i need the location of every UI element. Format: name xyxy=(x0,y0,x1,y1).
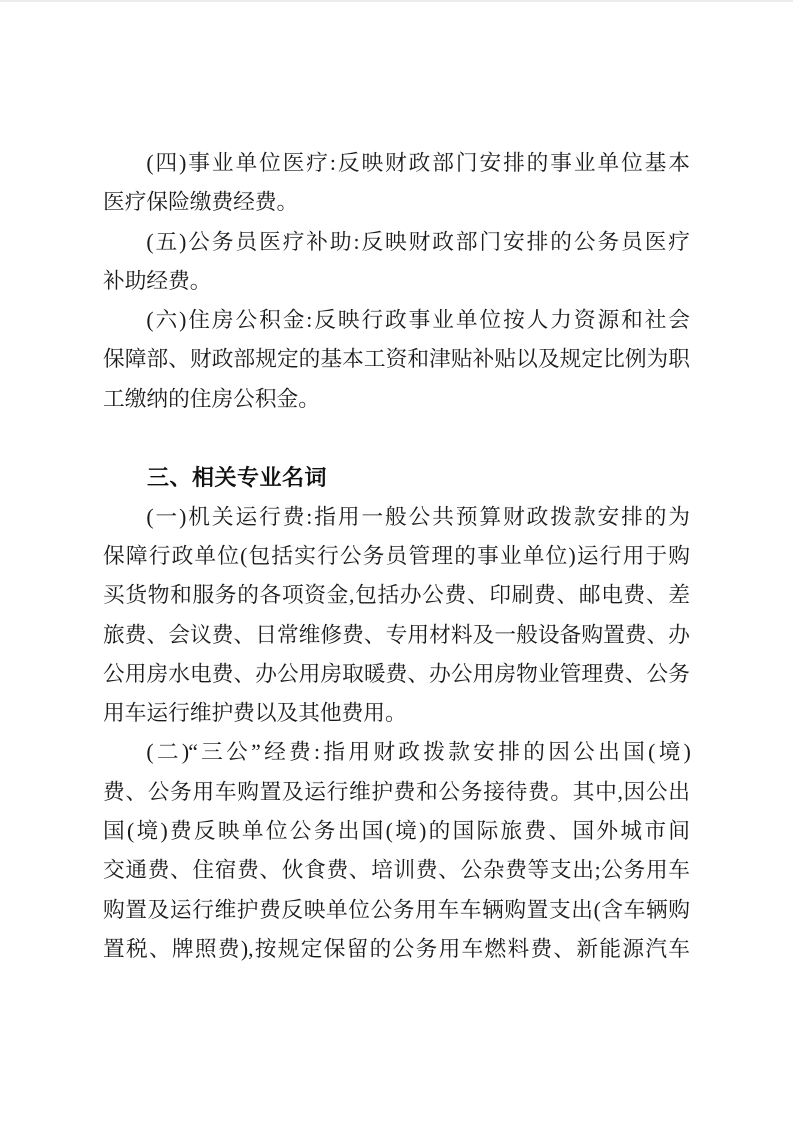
paragraph-term-one xyxy=(103,498,690,734)
text-line: 置税、牌照费),按规定保留的公务用车燃料费、新能源汽车 xyxy=(103,936,690,961)
paragraph-item-five xyxy=(103,223,690,302)
text-line: 补助经费。 xyxy=(103,268,212,293)
text-line: 工缴纳的住房公积金。 xyxy=(103,386,320,411)
text-line: (二)“三公”经费:指用财政拨款安排的因公出国(境) xyxy=(146,740,690,765)
text-line: (六)住房公积金:反映行政事业单位按人力资源和社会 xyxy=(146,308,690,333)
paragraph-item-four xyxy=(103,144,690,223)
text-line: 公用房水电费、办公用房取暖费、办公用房物业管理费、公务 xyxy=(103,661,690,686)
text-line: 国(境)费反映单位公务出国(境)的国际旅费、国外城市间 xyxy=(103,819,690,844)
text-line: 购置及运行维护费反映单位公务用车车辆购置支出(含车辆购 xyxy=(103,897,690,922)
page-top-edge xyxy=(0,0,793,2)
text-line: 保障部、财政部规定的基本工资和津贴补贴以及规定比例为职 xyxy=(103,347,690,372)
text-line: 交通费、住宿费、伙食费、培训费、公杂费等支出;公务用车 xyxy=(103,858,690,883)
text-line: 买货物和服务的各项资金,包括办公费、印刷费、邮电费、差 xyxy=(103,583,690,608)
text-line: 医疗保险缴费经费。 xyxy=(103,190,299,215)
text-line: 用车运行维护费以及其他费用。 xyxy=(103,701,407,726)
paragraph-term-two xyxy=(103,733,690,969)
blank-line-spacer xyxy=(103,419,690,458)
text-line: (四)事业单位医疗:反映财政部门安排的事业单位基本 xyxy=(146,151,690,175)
text-line: 费、公务用车购置及运行维护费和公务接待费。其中,因公出 xyxy=(103,779,690,804)
text-line: (五)公务员医疗补助:反映财政部门安排的公务员医疗 xyxy=(146,229,690,254)
text-line: 保障行政单位(包括实行公务员管理的事业单位)运行用于购 xyxy=(103,543,690,568)
text-line: (一)机关运行费:指用一般公共预算财政拨款安排的为 xyxy=(146,504,690,529)
section-heading: 三、相关专业名词 xyxy=(147,465,328,491)
document-content xyxy=(103,144,690,969)
paragraph-item-six xyxy=(103,301,690,419)
text-line: 旅费、会议费、日常维修费、专用材料及一般设备购置费、办 xyxy=(103,622,690,647)
